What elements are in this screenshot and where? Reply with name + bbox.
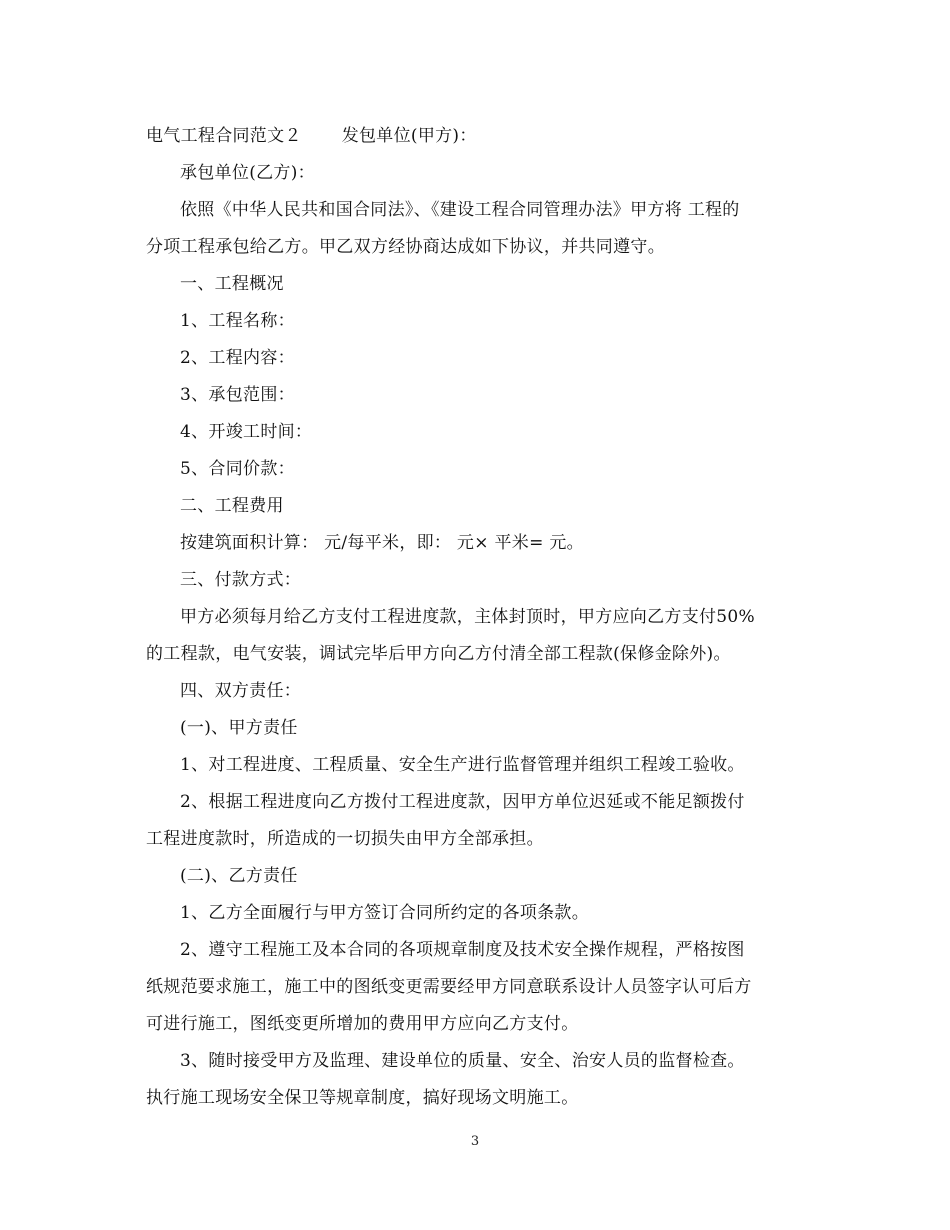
list-item: 3、承包范围： xyxy=(180,385,295,405)
list-item: 1、对工程进度、工程质量、安全生产进行监督管理并组织工程竣工验收。 xyxy=(180,755,745,775)
section-heading: 二、工程费用 xyxy=(180,496,284,516)
party-a-label: 发包单位(甲方)： xyxy=(341,126,477,146)
list-item: 2、遵守工程施工及本合同的各项规章制度及技术安全操作规程，严格按图 xyxy=(180,940,745,960)
paragraph-line: 可进行施工，图纸变更所增加的费用甲方应向乙方支付。 xyxy=(146,1014,579,1034)
paragraph-line: 按建筑面积计算： 元/每平米，即： 元× 平米= 元。 xyxy=(180,533,584,553)
subsection-heading: (二)、乙方责任 xyxy=(180,866,298,886)
title-line xyxy=(146,118,806,155)
document-title: 电气工程合同范文２ xyxy=(146,126,302,146)
party-b-label: 承包单位(乙方)： xyxy=(180,163,315,183)
page-number: 3 xyxy=(470,1134,480,1149)
subsection-heading: (一)、甲方责任 xyxy=(180,718,298,738)
paragraph-line: 纸规范要求施工，施工中的图纸变更需要经甲方同意联系设计人员签字认可后方 xyxy=(146,977,752,997)
list-item: 2、根据工程进度向乙方拨付工程进度款，因甲方单位迟延或不能足额拨付 xyxy=(180,792,745,812)
paragraph-line: 甲方必须每月给乙方支付工程进度款，主体封顶时，甲方应向乙方支付50% xyxy=(180,607,755,627)
paragraph-line: 分项工程承包给乙方。甲乙双方经协商达成如下协议，并共同遵守。 xyxy=(146,237,665,257)
section-heading: 四、双方责任： xyxy=(180,681,302,701)
document-body xyxy=(146,118,806,1117)
list-item: 5、合同价款： xyxy=(180,459,295,479)
list-item: 2、工程内容： xyxy=(180,348,295,368)
paragraph-line: 的工程款，电气安装，调试完毕后甲方向乙方付清全部工程款(保修金除外)。 xyxy=(146,644,731,664)
paragraph-line: 依照《中华人民共和国合同法》、《建设工程合同管理办法》甲方将 工程的 xyxy=(180,200,740,220)
list-item: 3、随时接受甲方及监理、建设单位的质量、安全、治安人员的监督检查。 xyxy=(180,1051,745,1071)
section-heading: 三、付款方式： xyxy=(180,570,302,590)
section-heading: 一、工程概况 xyxy=(180,274,284,294)
list-item: 4、开竣工时间： xyxy=(180,422,313,442)
list-item: 1、工程名称： xyxy=(180,311,295,331)
list-item: 1、乙方全面履行与甲方签订合同所约定的各项条款。 xyxy=(180,903,590,923)
paragraph-line: 执行施工现场安全保卫等规章制度，搞好现场文明施工。 xyxy=(146,1088,579,1108)
paragraph-line: 工程进度款时，所造成的一切损失由甲方全部承担。 xyxy=(146,829,544,849)
